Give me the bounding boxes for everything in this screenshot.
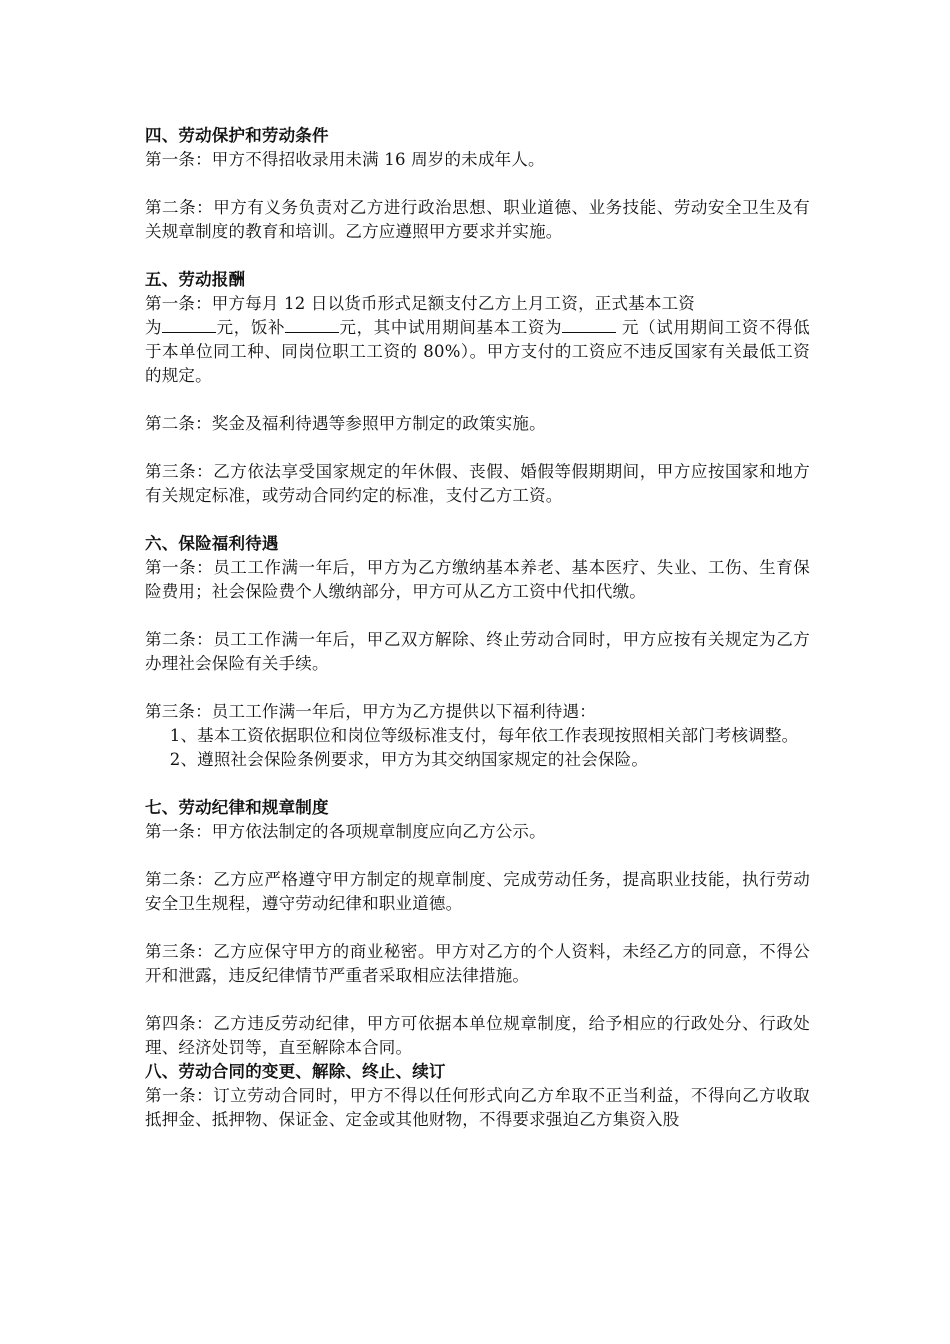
clause-7-1: 第一条：甲方依法制定的各项规章制度应向乙方公示。 <box>145 822 546 841</box>
clause-6-3: 第三条：员工工作满一年后，甲方为乙方提供以下福利待遇： <box>145 702 596 721</box>
clause-6-2: 第二条：员工工作满一年后，甲乙双方解除、终止劳动合同时，甲方应按有关规定为乙方办理社会保险有关手续。 <box>145 630 810 673</box>
clause-5-1-intro: 第一条：甲方每月 12 日以货币形式足额支付乙方上月工资，正式基本工资 <box>145 294 695 313</box>
base-salary-blank <box>162 316 216 333</box>
section-heading-6: 六、保险福利待遇 <box>145 534 279 553</box>
section-heading-8: 八、劳动合同的变更、解除、终止、续订 <box>145 1062 446 1081</box>
clause-4-1: 第一条：甲方不得招收录用未满 16 周岁的未成年人。 <box>145 150 545 169</box>
clause-5-1-part2: 元，饭补 <box>216 318 286 337</box>
section-heading-5: 五、劳动报酬 <box>145 270 246 289</box>
list-item: 2、遵照社会保险条例要求，甲方为其交纳国家规定的社会保险。 <box>169 750 649 769</box>
clause-5-1-part3: 元，其中试用期间基本工资为 <box>339 318 563 337</box>
probation-salary-blank <box>562 316 616 333</box>
section-heading-7: 七、劳动纪律和规章制度 <box>145 798 329 817</box>
clause-5-2: 第二条：奖金及福利待遇等参照甲方制定的政策实施。 <box>145 414 546 433</box>
list-item: 1、基本工资依据职位和岗位等级标准支付，每年依工作表现按照相关部门考核调整。 <box>169 726 799 745</box>
clause-8-1: 第一条：订立劳动合同时，甲方不得以任何形式向乙方牟取不正当利益，不得向乙方收取抵押金、抵押物、保证金、定金或其他财物，不得要求强迫乙方集资入股 <box>145 1086 810 1129</box>
section-heading-4: 四、劳动保护和劳动条件 <box>145 126 329 145</box>
clause-7-2: 第二条：乙方应严格遵守甲方制定的规章制度、完成劳动任务，提高职业技能，执行劳动安全卫生规程，遵守劳动纪律和职业道德。 <box>145 870 810 913</box>
clause-5-1-part4: 元（试用期间工资不得低于本单位同工种、同岗位职工工资的 80%）。甲方支付的工资应不违反国家有关最低工资的规定。 <box>145 318 810 385</box>
clause-6-1: 第一条：员工工作满一年后，甲方为乙方缴纳基本养老、基本医疗、失业、工伤、生育保险费用；社会保险费个人缴纳部分，甲方可从乙方工资中代扣代缴。 <box>145 558 810 601</box>
document-page <box>145 124 810 1132</box>
clause-5-1-part1: 为 <box>145 318 163 337</box>
clause-5-3: 第三条：乙方依法享受国家规定的年休假、丧假、婚假等假期期间，甲方应按国家和地方有关规定标准，或劳动合同约定的标准，支付乙方工资。 <box>145 462 810 505</box>
clause-7-4: 第四条：乙方违反劳动纪律，甲方可依据本单位规章制度，给予相应的行政处分、行政处理、经济处罚等，直至解除本合同。 <box>145 1014 810 1057</box>
clause-5-1 <box>145 292 810 388</box>
clause-4-2: 第二条：甲方有义务负责对乙方进行政治思想、职业道德、业务技能、劳动安全卫生及有关规章制度的教育和培训。乙方应遵照甲方要求并实施。 <box>145 198 810 241</box>
clause-7-3: 第三条：乙方应保守甲方的商业秘密。甲方对乙方的个人资料，未经乙方的同意，不得公开和泄露，违反纪律情节严重者采取相应法律措施。 <box>145 942 810 985</box>
meal-allowance-blank <box>285 316 339 333</box>
